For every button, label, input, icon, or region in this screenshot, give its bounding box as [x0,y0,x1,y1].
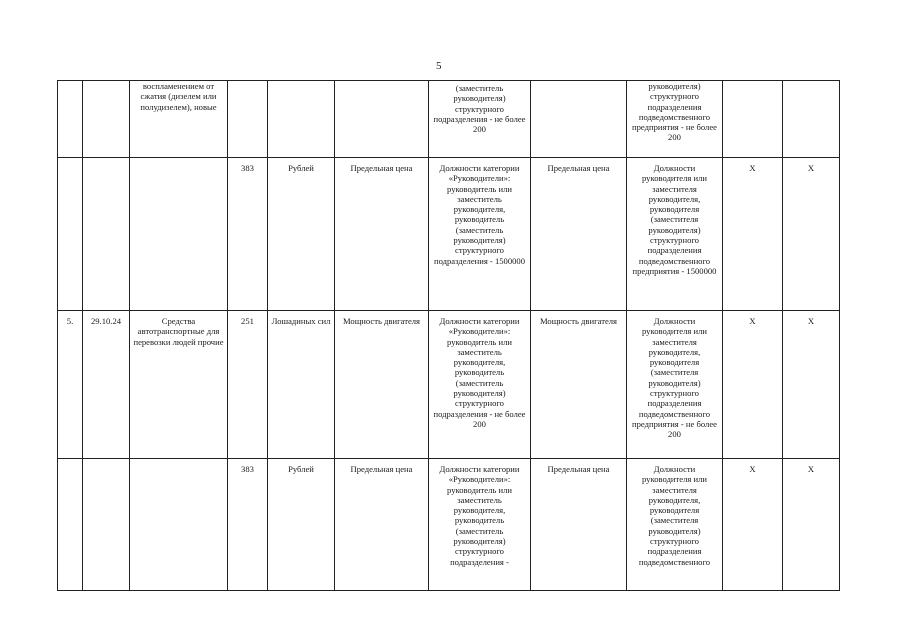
name-continuation-text: воспламенением от сжатия (дизелем или полудизелем), новые [140,81,217,112]
cell-code: 251 [228,311,268,459]
table-row-price [58,158,840,311]
cell-okpd [83,158,130,311]
cell-num [58,459,83,591]
group-continuation-text: (заместитель руководителя) структурного подразделения - не более 200 [433,83,526,135]
cell-num: 5. [58,311,83,459]
cell-x2 [783,81,840,158]
cell-okpd: 29.10.24 [83,311,130,459]
cell-sub-value: Должности руководителя или заместителя руководителя, руководителя (заместителя руководителя) структурного подразделения подведомственного [627,459,723,591]
cell-x1: X [723,311,783,459]
cell-characteristic: Предельная цена [335,158,429,311]
cell-code: 383 [228,459,268,591]
cell-x2: X [783,311,840,459]
page-number: 5 [436,60,442,72]
cell-group-value: Должности категории «Руководители»: руководитель или заместитель руководителя, руководитель (заместитель руководителя) структурного подразделения - [429,459,531,591]
cell-num [58,158,83,311]
cell-sub-value [627,81,723,158]
cell-num [58,81,83,158]
cell-x1: X [723,459,783,591]
cell-group-value: Должности категории «Руководители»: руководитель или заместитель руководителя, руководитель (заместитель руководителя) структурного подразделения - не более 200 [429,311,531,459]
sub-continuation-text: руководителя) структурного подразделения подведомственного предприятия - не более 200 [632,81,717,143]
cell-x1 [723,81,783,158]
cell-x2: X [783,158,840,311]
cell-characteristic: Предельная цена [335,459,429,591]
cell-characteristic [335,81,429,158]
cell-x1: X [723,158,783,311]
cell-group-value [429,81,531,158]
cell-okpd [83,81,130,158]
table-row-item-5-power [58,311,840,459]
cell-sub-value: Должности руководителя или заместителя руководителя, руководителя (заместителя руководителя) структурного подразделения подведомственного предприятия - 1500000 [627,158,723,311]
cell-characteristic-2: Предельная цена [531,459,627,591]
cell-x2: X [783,459,840,591]
cell-okpd [83,459,130,591]
table-row-item-5-price [58,459,840,591]
cell-characteristic: Мощность двигателя [335,311,429,459]
cell-name [130,158,228,311]
table-row-continuation [58,81,840,158]
cell-unit [268,81,335,158]
cell-name: Средства автотранспортные для перевозки людей прочие [130,311,228,459]
cell-characteristic-2: Мощность двигателя [531,311,627,459]
cell-group-value: Должности категории «Руководители»: руководитель или заместитель руководителя, руководитель (заместитель руководителя) структурного подразделения - 1500000 [429,158,531,311]
cell-name [130,81,228,158]
cell-unit: Рублей [268,158,335,311]
cell-code: 383 [228,158,268,311]
cell-unit: Лошадиных сил [268,311,335,459]
cell-code [228,81,268,158]
cell-unit: Рублей [268,459,335,591]
cell-name [130,459,228,591]
cell-characteristic-2: Предельная цена [531,158,627,311]
requirements-table [57,80,840,591]
cell-sub-value: Должности руководителя или заместителя руководителя, руководителя (заместителя руководителя) структурного подразделения подведомственного предприятия - не более 200 [627,311,723,459]
cell-characteristic-2 [531,81,627,158]
